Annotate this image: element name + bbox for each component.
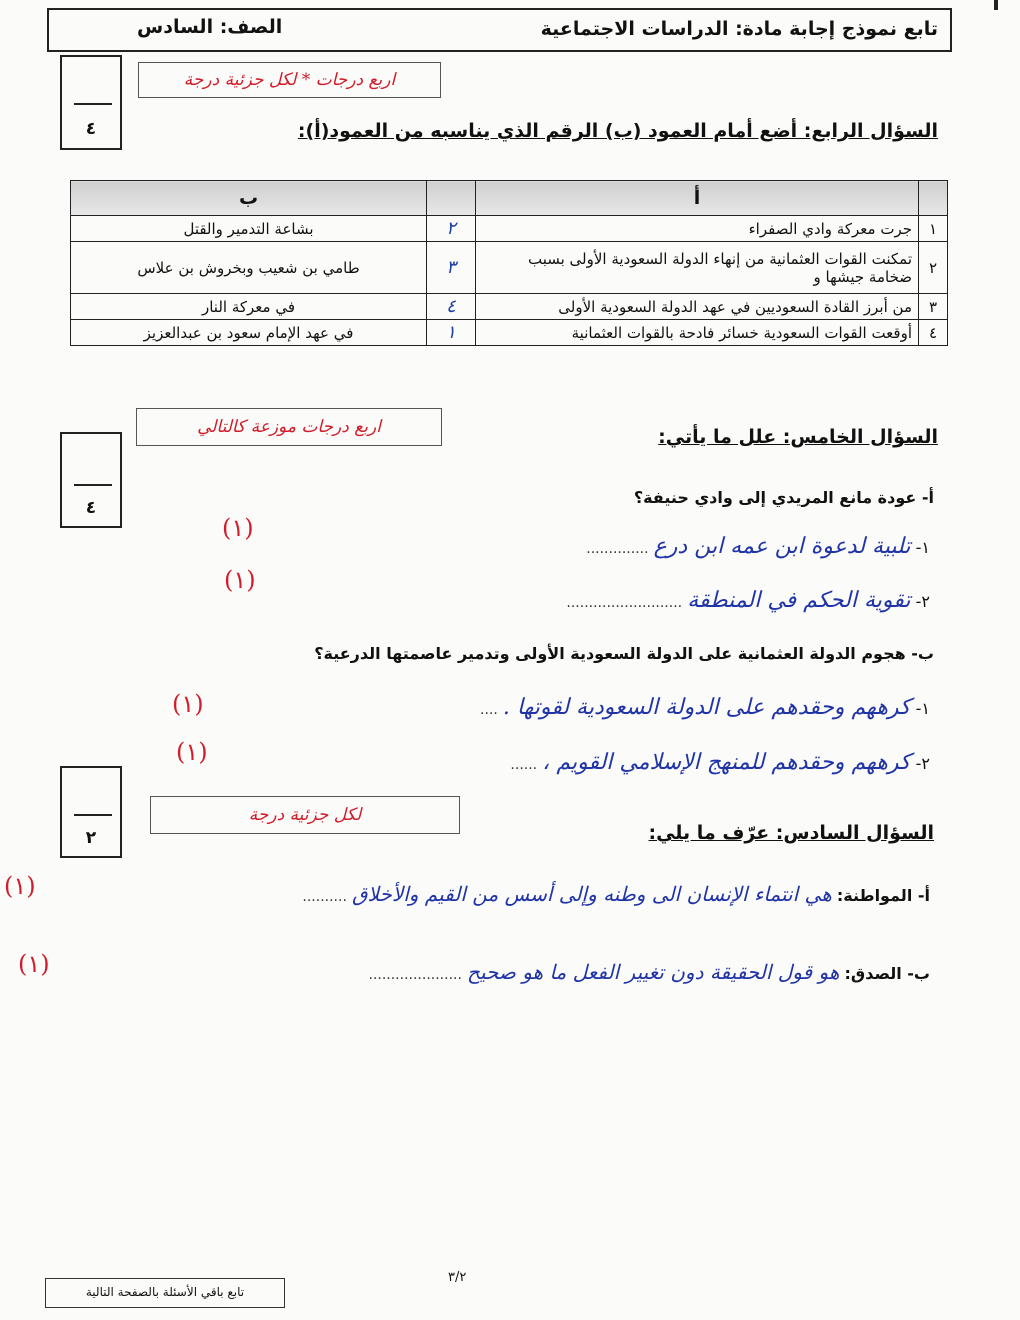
dotted-line: ..................... <box>368 967 462 983</box>
dotted-line: .......................... <box>566 595 683 611</box>
row-number: ١ <box>919 216 948 242</box>
row-b-text: في عهد الإمام سعود بن عبدالعزيز <box>71 320 427 346</box>
q5a-mark-1: (١) <box>222 514 254 542</box>
score-divider <box>74 484 112 486</box>
row-b-text: بشاعة التدمير والقتل <box>71 216 427 242</box>
q6-item-1 <box>302 882 930 906</box>
dotted-line: .... <box>480 702 498 718</box>
row-b-text: في معركة النار <box>71 294 427 320</box>
q5b-mark-2: (١) <box>176 738 208 766</box>
col-answer-header <box>427 181 476 216</box>
q4-score: ٤ <box>85 119 97 139</box>
handwritten-answer: هو قول الحقيقة دون تغيير الفعل ما هو صحيح <box>467 960 840 984</box>
q5-score-box <box>60 432 122 528</box>
matching-table <box>70 180 948 346</box>
term-label: أ- المواطنة: <box>836 886 930 905</box>
answer-number: ٢- <box>915 754 930 773</box>
table-row <box>71 216 948 242</box>
page-number: ٣/٢ <box>448 1270 467 1285</box>
dotted-line: .............. <box>586 541 649 557</box>
q6-score: ٢ <box>85 828 97 848</box>
q5b-answer-1 <box>480 695 930 720</box>
handwritten-answer: تقوية الحكم في المنطقة <box>687 588 911 613</box>
row-answer: ٣ <box>427 242 476 294</box>
col-a-header: أ <box>476 181 919 216</box>
table-row <box>71 242 948 294</box>
q5-grading-note: اربع درجات موزعة كالتالي <box>136 408 442 446</box>
score-divider <box>74 103 112 105</box>
header-grade: الصف: السادس <box>137 16 283 38</box>
row-a-text: من أبرز القادة السعوديين في عهد الدولة السعودية الأولى <box>476 294 919 320</box>
q5-score: ٤ <box>85 498 97 518</box>
q4-score-box <box>60 55 122 150</box>
dotted-line: ...... <box>510 757 538 773</box>
col-b-header: ب <box>71 181 427 216</box>
table-row <box>71 294 948 320</box>
q5b-mark-1: (١) <box>172 690 204 718</box>
answer-number: ١- <box>915 538 930 557</box>
row-answer: ٢ <box>427 216 476 242</box>
handwritten-answer: كرههم وحقدهم على الدولة السعودية لقوتها . <box>502 695 911 720</box>
row-a-text: جرت معركة وادي الصفراء <box>476 216 919 242</box>
row-b-text: طامي بن شعيب وبخروش بن علاس <box>71 242 427 294</box>
q5a-mark-2: (١) <box>224 566 256 594</box>
handwritten-answer: هي انتماء الإنسان الى وطنه وإلى أسس من القيم والأخلاق <box>352 882 832 906</box>
answer-number: ١- <box>915 699 930 718</box>
row-number: ٣ <box>919 294 948 320</box>
q5b-question: ب- هجوم الدولة العثمانية على الدولة السعودية الأولى وتدمير عاصمتها الدرعية؟ <box>314 644 934 663</box>
q6-grading-note: لكل جزئية درجة <box>150 796 460 834</box>
handwritten-answer: كرههم وحقدهم للمنهج الإسلامي القويم ، <box>542 750 911 775</box>
row-answer: ١ <box>427 320 476 346</box>
q5a-question: أ- عودة مانع المريدي إلى وادي حنيفة؟ <box>633 488 934 507</box>
row-answer: ٤ <box>427 294 476 320</box>
q6-mark-2: (١) <box>18 950 50 978</box>
q5a-answer-1 <box>586 534 930 559</box>
term-label: ب- الصدق: <box>844 964 930 983</box>
q5-title: السؤال الخامس: علل ما يأتي: <box>658 426 938 448</box>
edge-mark <box>994 0 998 10</box>
answer-number: ٢- <box>915 592 930 611</box>
page-header <box>47 8 952 52</box>
table-header-row <box>71 181 948 216</box>
row-number: ٤ <box>919 320 948 346</box>
q4-grading-note: اربع درجات * لكل جزئية درجة <box>138 62 441 98</box>
q5a-answer-2 <box>566 588 930 613</box>
header-title: تابع نموذج إجابة مادة: الدراسات الاجتماعية <box>540 18 938 40</box>
q6-mark-1: (١) <box>4 872 36 900</box>
handwritten-answer: تلبية لدعوة ابن عمه ابن درع <box>653 534 911 559</box>
row-number: ٢ <box>919 242 948 294</box>
dotted-line: .......... <box>302 889 347 905</box>
footer-note: تابع باقي الأسئلة بالصفحة التالية <box>45 1278 285 1308</box>
score-divider <box>74 814 112 816</box>
table-row <box>71 320 948 346</box>
q4-title: السؤال الرابع: أضع أمام العمود (ب) الرقم الذي يناسبه من العمود(أ): <box>297 120 938 142</box>
q6-item-2 <box>368 960 930 984</box>
q6-title: السؤال السادس: عرّف ما يلي: <box>648 822 934 844</box>
row-a-text: تمكنت القوات العثمانية من إنهاء الدولة السعودية الأولى بسبب ضخامة جيشها و <box>476 242 919 294</box>
row-a-text: أوقعت القوات السعودية خسائر فادحة بالقوات العثمانية <box>476 320 919 346</box>
q5b-answer-2 <box>510 750 930 775</box>
q6-score-box <box>60 766 122 858</box>
col-num-header <box>919 181 948 216</box>
